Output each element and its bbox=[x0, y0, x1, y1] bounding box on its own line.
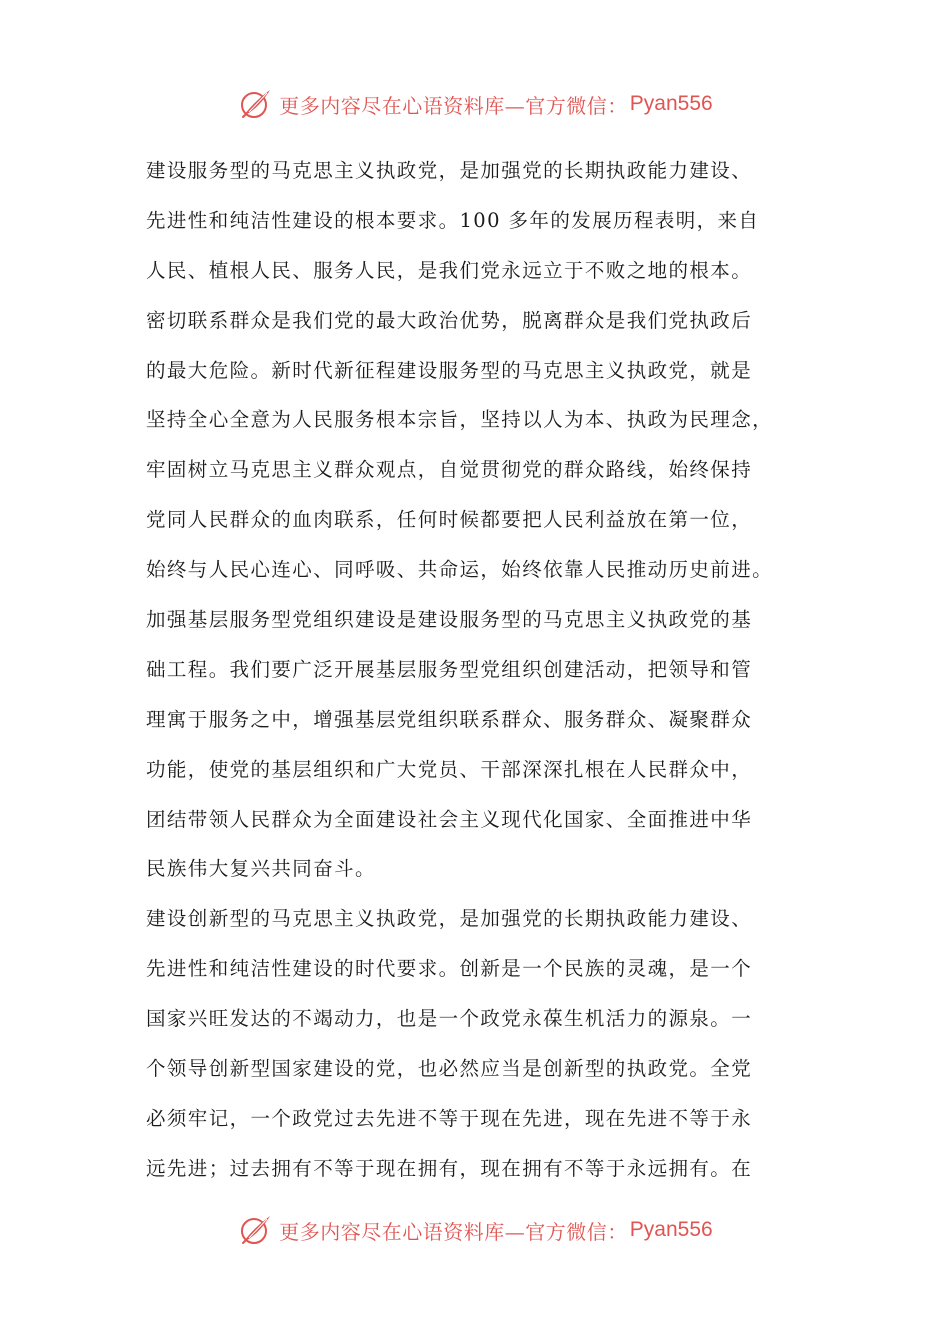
text-line: 民族伟大复兴共同奋斗。 bbox=[146, 857, 376, 881]
text-line: 国家兴旺发达的不竭动力，也是一个政党永葆生机活力的源泉。一 bbox=[146, 1007, 753, 1031]
text-line: 建设服务型的马克思主义执政党，是加强党的长期执政能力建设、 bbox=[146, 159, 753, 182]
text-line: 远先进；过去拥有不等于现在拥有，现在拥有不等于永远拥有。在 bbox=[146, 1156, 753, 1180]
text-line: 先进性和纯洁性建设的根本要求。100 多年的发展历程表明，来自 bbox=[146, 208, 760, 232]
text-line: 础工程。我们要广泛开展基层服务型党组织创建活动，把领导和管 bbox=[146, 657, 753, 681]
banner-text: 更多内容尽在心语资料库—官方微信： bbox=[279, 93, 628, 118]
text-line: 功能，使党的基层组织和广大党员、干部深深扎根在人民群众中， bbox=[146, 757, 753, 781]
text-line: 团结带领人民群众为全面建设社会主义现代化国家、全面推进中华 bbox=[146, 807, 753, 831]
text-line: 建设创新型的马克思主义执政党，是加强党的长期执政能力建设、 bbox=[146, 907, 753, 931]
text-line: 个领导创新型国家建设的党，也必然应当是创新型的执政党。全党 bbox=[146, 1057, 753, 1081]
text-line: 党同人民群众的血肉联系，任何时候都要把人民利益放在第一位， bbox=[146, 508, 753, 532]
text-line: 先进性和纯洁性建设的时代要求。创新是一个民族的灵魂，是一个 bbox=[146, 957, 753, 981]
wechat-id: Pyan556 bbox=[629, 92, 713, 115]
feather-pen-logo-icon bbox=[237, 1212, 273, 1248]
text-line: 人民、植根人民、服务人民，是我们党永远立于不败之地的根本。 bbox=[146, 258, 753, 282]
text-line: 理寓于服务之中，增强基层党组织联系群众、服务群众、凝聚群众 bbox=[146, 707, 753, 731]
feather-pen-logo-icon bbox=[237, 86, 273, 122]
banner-text: 更多内容尽在心语资料库—官方微信： bbox=[279, 1219, 628, 1244]
footer-banner bbox=[0, 1210, 950, 1250]
text-line: 必须牢记，一个政党过去先进不等于现在先进，现在先进不等于永 bbox=[146, 1106, 753, 1130]
text-line: 加强基层服务型党组织建设是建设服务型的马克思主义执政党的基 bbox=[146, 608, 753, 632]
wechat-id: Pyan556 bbox=[629, 1218, 713, 1241]
text-line: 坚持全心全意为人民服务根本宗旨，坚持以人为本、执政为民理念， bbox=[146, 408, 774, 432]
text-line: 的最大危险。新时代新征程建设服务型的马克思主义执政党，就是 bbox=[146, 358, 753, 382]
document-body bbox=[146, 146, 826, 1194]
text-line: 密切联系群众是我们党的最大政治优势，脱离群众是我们党执政后 bbox=[146, 308, 753, 332]
text-line: 牢固树立马克思主义群众观点，自觉贯彻党的群众路线，始终保持 bbox=[146, 458, 753, 482]
header-banner bbox=[0, 84, 950, 124]
text-line: 始终与人民心连心、同呼吸、共命运，始终依靠人民推动历史前进。 bbox=[146, 558, 774, 582]
